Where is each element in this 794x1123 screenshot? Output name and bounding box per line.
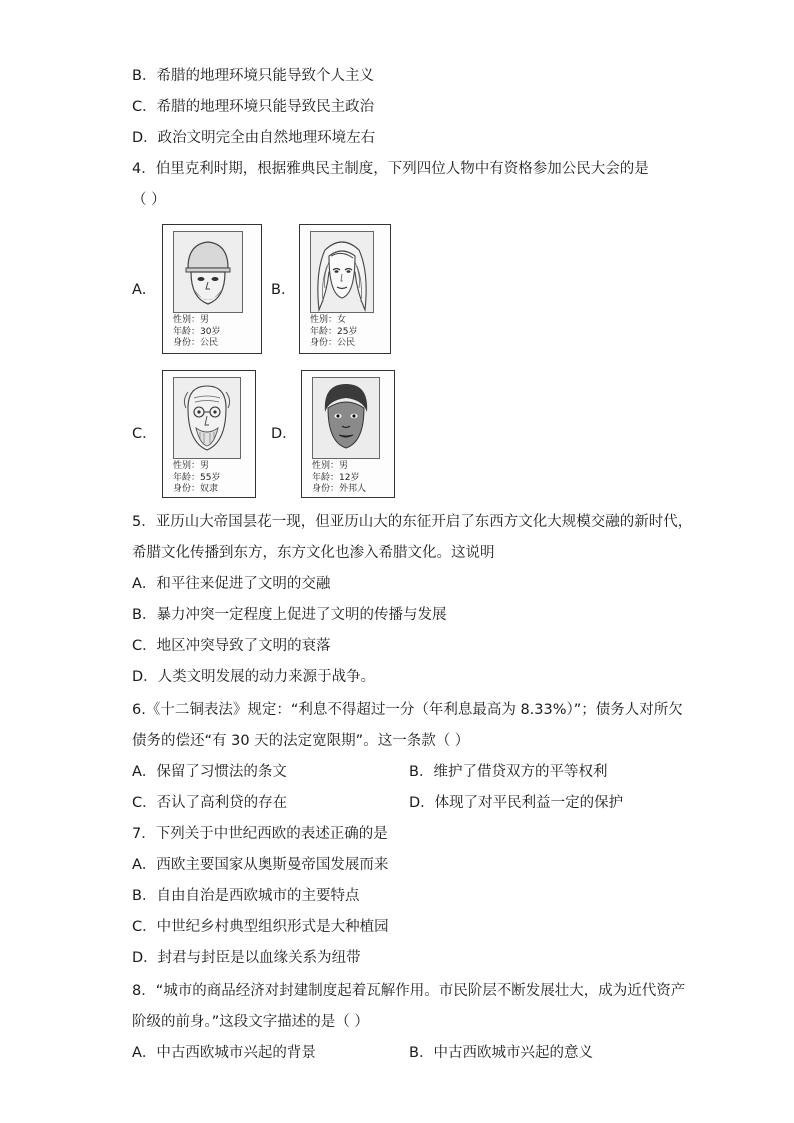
q6-option-d: D．体现了对平民利益一定的保护 [409,795,624,811]
q4-card-b [299,224,391,354]
card-a-gender: 性别：男 [173,315,210,325]
q6-stem-line-2: 债务的偿还“有 30 天的法定宽限期”。这一条款（ ） [132,733,470,749]
q4-option-a-label: A． [132,282,157,298]
q7-option-b: B．自由自治是西欧城市的主要特点 [132,888,360,904]
card-b-identity: 身份：公民 [310,338,356,348]
q3-option-c: C．希腊的地理环境只能导致民主政治 [132,99,375,115]
old-man-portrait-icon [173,377,241,459]
q4-stem: 4．伯里克利时期，根据雅典民主制度，下列四位人物中有资格参加公民大会的是 [132,161,649,177]
q7-option-d: D．封君与封臣是以血缘关系为纽带 [132,950,361,966]
card-d-gender: 性别：男 [312,461,349,471]
q8-stem-line-1: 8．“城市的商品经济对封建制度起着瓦解作用。市民阶层不断发展壮大，成为近代资产 [132,983,686,999]
q8-option-a: A．中古西欧城市兴起的背景 [132,1045,316,1061]
card-b-info [310,315,357,350]
q6-option-a: A．保留了习惯法的条文 [132,764,287,780]
card-c-info [173,461,220,496]
card-a-age: 年龄：30岁 [173,326,221,337]
card-a-info [173,315,220,350]
boy-portrait-icon [312,377,380,459]
q4-option-d-label: D． [271,426,297,442]
q3-option-b: B．希腊的地理环境只能导致个人主义 [132,68,374,84]
q3-option-d: D．政治文明完全由自然地理环境左右 [132,130,376,146]
q7-stem: 7．下列关于中世纪西欧的表述正确的是 [132,826,388,842]
q6-stem-line-1: 6.《十二铜表法》规定：“利息不得超过一分（年利息最高为 8.33%）”；债务人对所欠 [132,702,683,718]
q4-card-d [301,370,395,498]
card-d-age: 年龄：12岁 [312,472,360,483]
q4-option-b-label: B． [271,282,296,298]
q4-card-c [162,370,256,498]
q4-option-c-label: C． [132,426,157,442]
q5-option-b: B．暴力冲突一定程度上促进了文明的传播与发展 [132,607,447,623]
card-d-info [312,461,366,496]
q4-card-a [162,224,262,354]
q5-stem-line-2: 希腊文化传播到东方，东方文化也渗入希腊文化。这说明 [132,545,495,561]
card-a-identity: 身份：公民 [173,338,219,348]
card-d-identity: 身份：外邦人 [312,484,367,494]
q7-option-a: A．西欧主要国家从奥斯曼帝国发展而来 [132,857,389,873]
q8-option-b: B．中古西欧城市兴起的意义 [409,1045,593,1061]
q6-option-c: C．否认了高利贷的存在 [132,795,288,811]
q5-option-c: C．地区冲突导致了文明的衰落 [132,638,331,654]
q7-option-c: C．中世纪乡村典型组织形式是大种植园 [132,919,389,935]
q6-option-b: B．维护了借贷双方的平等权利 [409,764,608,780]
card-b-gender: 性别：女 [310,315,347,325]
card-c-gender: 性别：男 [173,461,210,471]
q5-option-d: D．人类文明发展的动力来源于战争。 [132,669,376,685]
q5-stem-line-1: 5．亚历山大帝国昙花一现，但亚历山大的东征开启了东西方文化大规模交融的新时代， [132,514,693,530]
card-c-identity: 身份：奴隶 [173,484,219,494]
q4-answer-blank: （ ） [132,192,166,208]
q8-stem-line-2: 阶级的前身。”这段文字描述的是（ ） [132,1014,369,1030]
man-with-cap-portrait-icon [173,231,243,313]
card-c-age: 年龄：55岁 [173,472,221,483]
card-b-age: 年龄：25岁 [310,326,358,337]
long-haired-woman-portrait-icon [310,231,374,313]
q5-option-a: A．和平往来促进了文明的交融 [132,576,331,592]
